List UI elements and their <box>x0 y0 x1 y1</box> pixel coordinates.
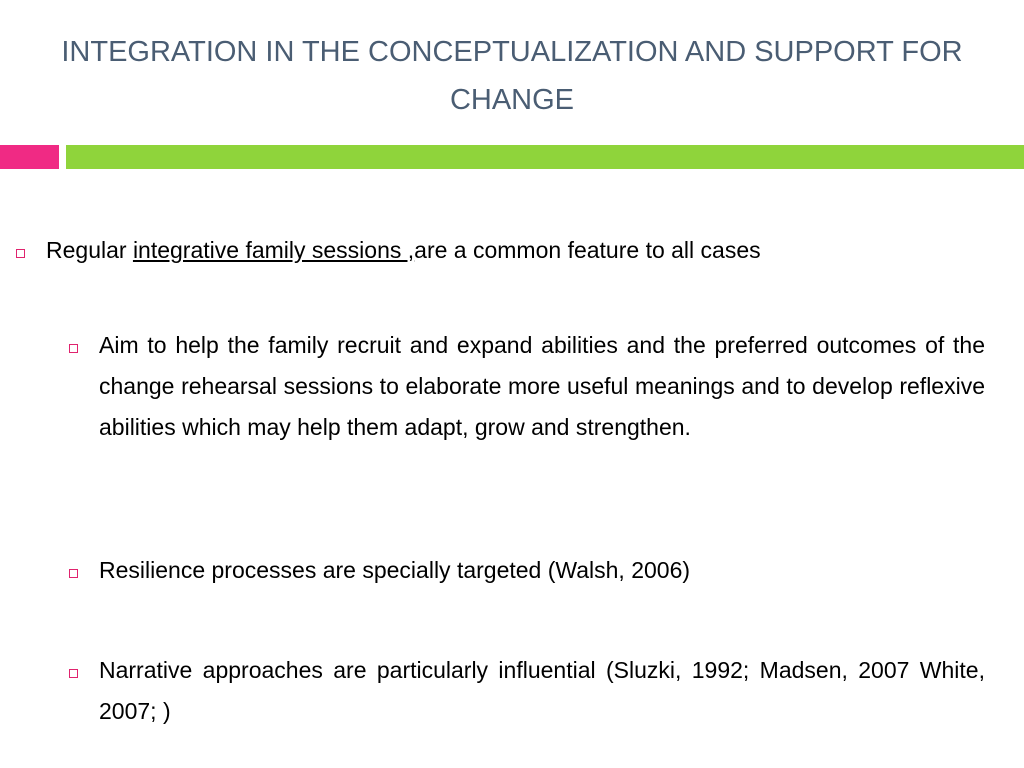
bullet-text-prefix: Regular <box>46 237 133 263</box>
square-bullet-icon <box>16 249 25 258</box>
bullet-text-suffix: are a common feature to all cases <box>414 237 761 263</box>
bullet-text <box>46 230 986 271</box>
bullet-text: Aim to help the family recruit and expand abilities and the preferred outcomes of the change rehearsal sessions to elaborate more useful meanings and to develop reflexive abilities which may help them adapt, grow and strengthen. <box>99 332 985 440</box>
bullet-text-underlined: integrative family sessions , <box>132 237 415 263</box>
bullet-text: Resilience processes are specially targeted (Walsh, 2006) <box>99 557 691 583</box>
bullet-text: Narrative approaches are particularly influential (Sluzki, 1992; Madsen, 2007 White, 2007; ) <box>99 657 985 724</box>
accent-bar-pink <box>0 145 59 169</box>
accent-bar-green <box>66 145 1024 169</box>
slide-title: INTEGRATION IN THE CONCEPTUALIZATION AND SUPPORT FOR CHANGE <box>61 36 963 116</box>
square-bullet-icon <box>69 669 78 678</box>
square-bullet-icon <box>69 569 78 578</box>
square-bullet-icon <box>69 344 78 353</box>
